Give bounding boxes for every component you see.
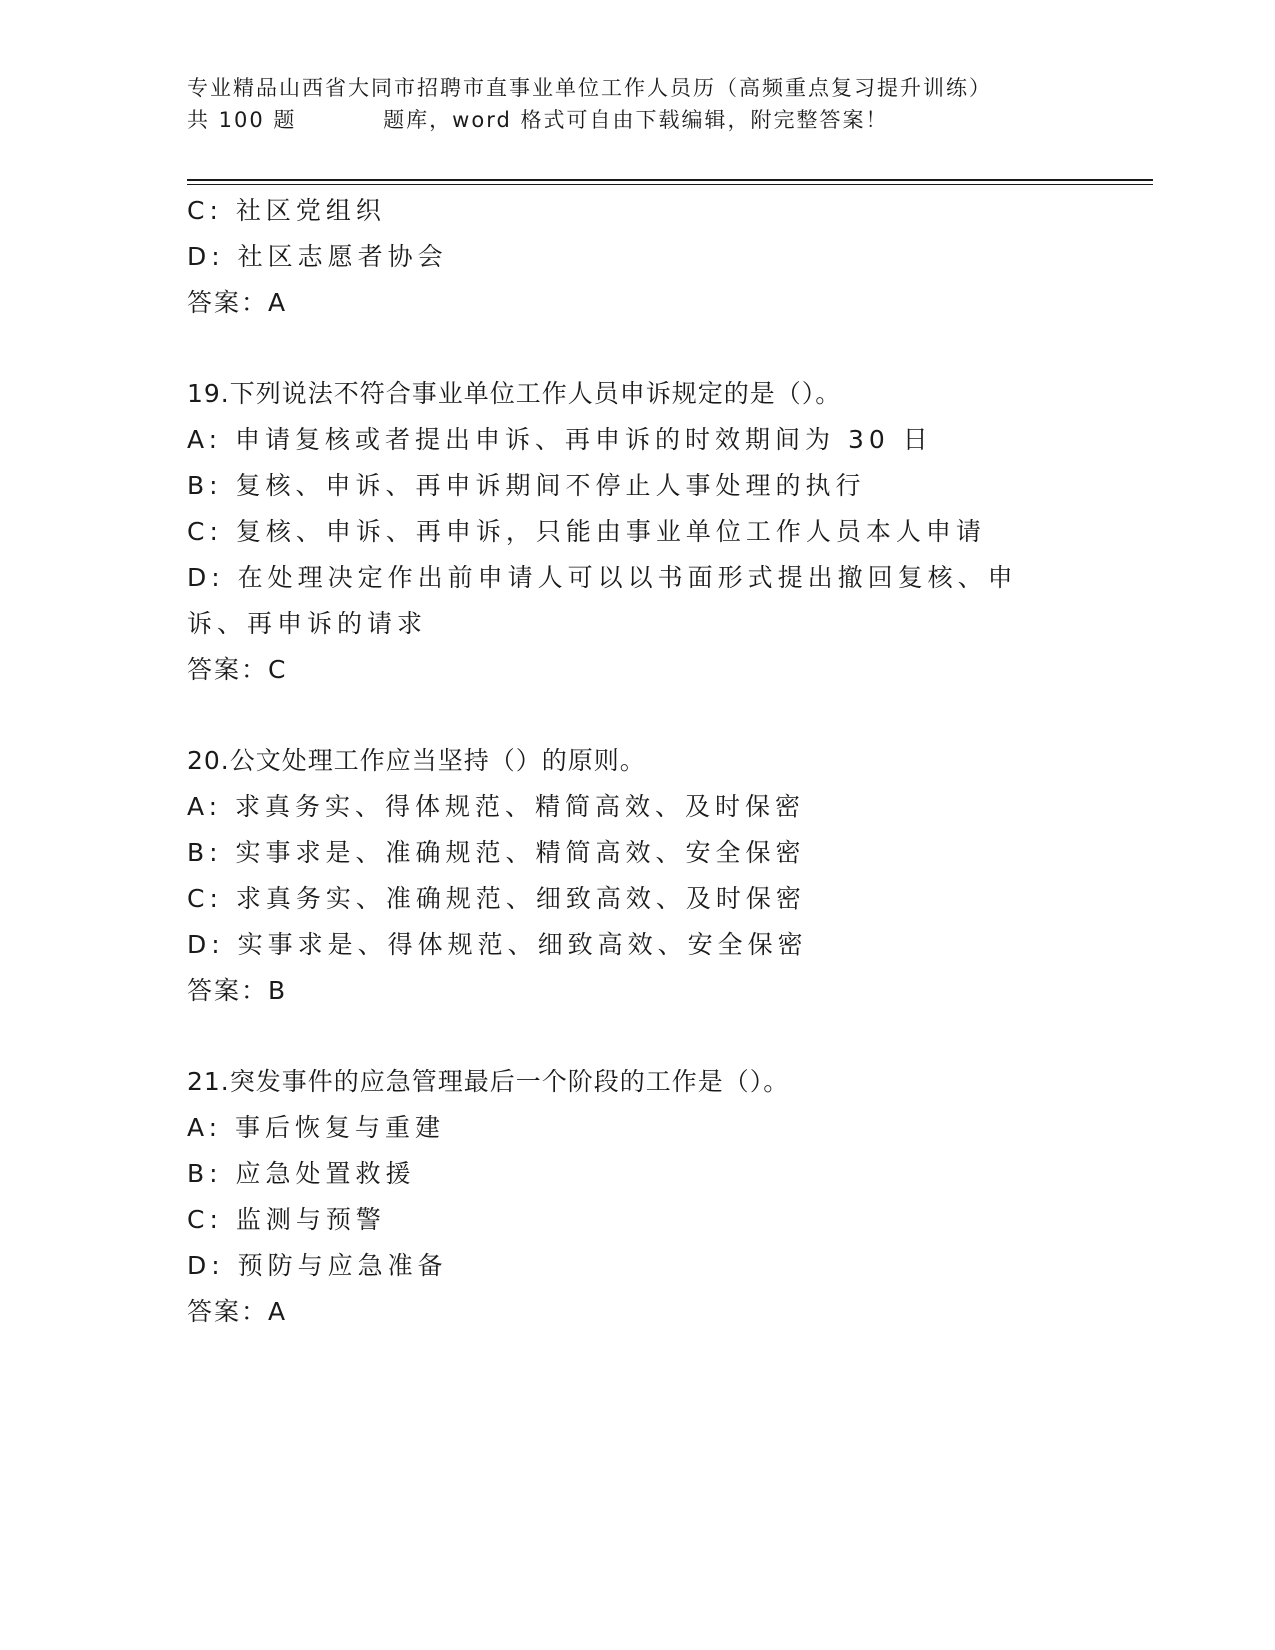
option-b: B: 复核、申诉、再申诉期间不停止人事处理的执行 — [187, 471, 866, 500]
question-block-continued — [187, 188, 1087, 326]
option-d: D: 预防与应急准备 — [187, 1251, 448, 1280]
option-b: B: 应急处置救援 — [187, 1159, 416, 1188]
page-header — [187, 72, 1087, 136]
question-block-21 — [187, 1059, 1087, 1335]
header-subtitle: 共 100 题 题库，word 格式可自由下载编辑，附完整答案！ — [187, 108, 889, 132]
question-block-19 — [187, 371, 1087, 693]
question-stem: 19.下列说法不符合事业单位工作人员申诉规定的是（）。 — [187, 379, 842, 408]
option-a: A: 事后恢复与重建 — [187, 1113, 446, 1142]
answer-line: 答案：A — [187, 1297, 288, 1326]
option-c: C: 社区党组织 — [187, 196, 386, 225]
answer-line: 答案：C — [187, 655, 288, 684]
question-stem: 20.公文处理工作应当坚持（）的原则。 — [187, 746, 646, 775]
option-d: D: 在处理决定作出前申请人可以以书面形式提出撤回复核、申诉、再申诉的请求 — [187, 563, 1018, 638]
option-d: D: 社区志愿者协会 — [187, 242, 448, 271]
question-stem: 21.突发事件的应急管理最后一个阶段的工作是（）。 — [187, 1067, 790, 1096]
header-title: 专业精品山西省大同市招聘市直事业单位工作人员历（高频重点复习提升训练） — [187, 76, 992, 100]
option-a: A: 求真务实、得体规范、精简高效、及时保密 — [187, 792, 806, 821]
question-block-20 — [187, 738, 1087, 1014]
option-d: D: 实事求是、得体规范、细致高效、安全保密 — [187, 930, 808, 959]
header-rule-thick — [187, 179, 1153, 181]
answer-line: 答案：B — [187, 976, 288, 1005]
option-c: C: 监测与预警 — [187, 1205, 386, 1234]
option-c: C: 复核、申诉、再申诉，只能由事业单位工作人员本人申请 — [187, 517, 986, 546]
answer-line: 答案：A — [187, 288, 288, 317]
option-a: A: 申请复核或者提出申诉、再申诉的时效期间为 30 日 — [187, 425, 933, 454]
header-rule-thin — [187, 184, 1153, 185]
option-b: B: 实事求是、准确规范、精简高效、安全保密 — [187, 838, 806, 867]
question-list — [187, 188, 1087, 1335]
option-c: C: 求真务实、准确规范、细致高效、及时保密 — [187, 884, 806, 913]
